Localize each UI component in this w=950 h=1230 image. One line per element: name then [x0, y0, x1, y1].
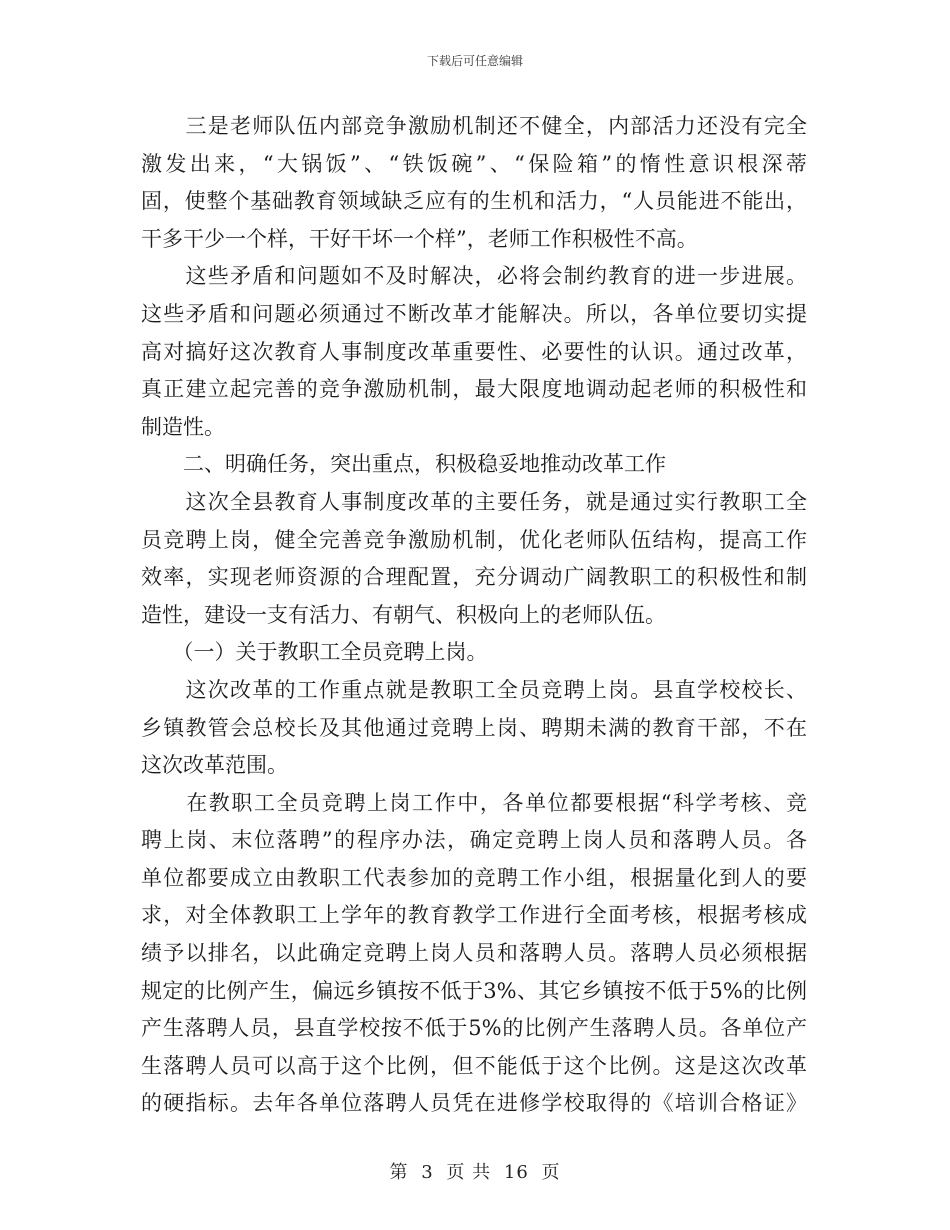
text-line: 效率，实现老师资源的合理配置，充分调动广阔教职工的积极性和制: [141, 565, 807, 590]
text-line: 这次改革范围。: [141, 753, 288, 778]
footer-prefix: 第: [389, 1162, 409, 1183]
text-line: 固，使整个基础教育领域缺乏应有的生机和活力，“人员能进不能出，: [141, 189, 807, 214]
text-line: （一）关于教职工全员竞聘上岗。: [141, 640, 488, 665]
text-line: 三是老师队伍内部竞争激励机制还不健全，内部活力还没有完全: [141, 114, 807, 138]
text-line: 的硬指标。去年各单位落聘人员凭在进修学校取得的《培训合格证》: [141, 1091, 807, 1116]
text-line: 产生落聘人员，县直学校按不低于5%的比例产生落聘人员。各单位产: [141, 1016, 807, 1041]
text-line: 这些矛盾和问题必须通过不断改革才能解决。所以，各单位要切实提: [141, 301, 807, 326]
text-line: 聘上岗、末位落聘”的程序办法，确定竞聘上岗人员和落聘人员。各: [141, 828, 807, 853]
page-footer: [0, 1158, 950, 1184]
footer-middle: 页 共: [446, 1162, 492, 1183]
text-line: 激发出来，“大锅饭”、“铁饭碗”、“保险箱”的惰性意识根深蒂: [141, 151, 807, 176]
text-line: 员竞聘上岗，健全完善竞争激励机制，优化老师队伍结构，提高工作: [141, 527, 807, 552]
paragraph: [141, 672, 807, 785]
footer-page-number: 3: [421, 1162, 434, 1183]
text-line: 二、明确任务，突出重点，积极稳妥地推动改革工作: [141, 452, 666, 477]
document-body: [141, 108, 807, 1123]
page-header: 下载后可任意编辑: [426, 54, 523, 68]
text-line: 这些矛盾和问题如不及时解决，必将会制约教育的进一步进展。: [141, 264, 807, 289]
text-line: 规定的比例产生，偏远乡镇按不低于3%、其它乡镇按不低于5%的比例: [141, 978, 807, 1003]
footer-total-pages: 16: [503, 1162, 529, 1183]
footer-suffix: 页: [541, 1162, 561, 1183]
text-line: 这次改革的工作重点就是教职工全员竞聘上岗。县直学校校长、: [141, 677, 807, 702]
text-line: 高对搞好这次教育人事制度改革重要性、必要性的认识。通过改革，: [141, 339, 807, 364]
text-line: 制造性。: [141, 414, 225, 439]
text-line: 乡镇教管会总校长及其他通过竞聘上岗、聘期未满的教育干部，不在: [141, 715, 807, 740]
text-line: 生落聘人员可以高于这个比例，但不能低于这个比例。这是这次改革: [141, 1053, 807, 1078]
text-line: 干多干少一个样，干好干坏一个样”，老师工作积极性不高。: [141, 226, 698, 251]
text-line: 求，对全体教职工上学年的教育教学工作进行全面考核，根据考核成: [141, 903, 807, 928]
text-line: 绩予以排名，以此确定竞聘上岗人员和落聘人员。落聘人员必须根据: [141, 941, 807, 966]
text-line: 在教职工全员竞聘上岗工作中，各单位都要根据“科学考核、竞: [141, 790, 807, 815]
text-line: 真正建立起完善的竞争激励机制，最大限度地调动起老师的积极性和: [141, 377, 807, 402]
paragraph: [141, 108, 807, 258]
text-line: 单位都要成立由教职工代表参加的竞聘工作小组，根据量化到人的要: [141, 865, 807, 890]
paragraph: [141, 785, 807, 1123]
paragraph: [141, 446, 807, 484]
paragraph: [141, 258, 807, 446]
paragraph: [141, 484, 807, 634]
paragraph: [141, 634, 807, 672]
text-line: 造性，建设一支有活力、有朝气、积极向上的老师队伍。: [141, 602, 666, 627]
text-line: 这次全县教育人事制度改革的主要任务，就是通过实行教职工全: [141, 489, 807, 514]
